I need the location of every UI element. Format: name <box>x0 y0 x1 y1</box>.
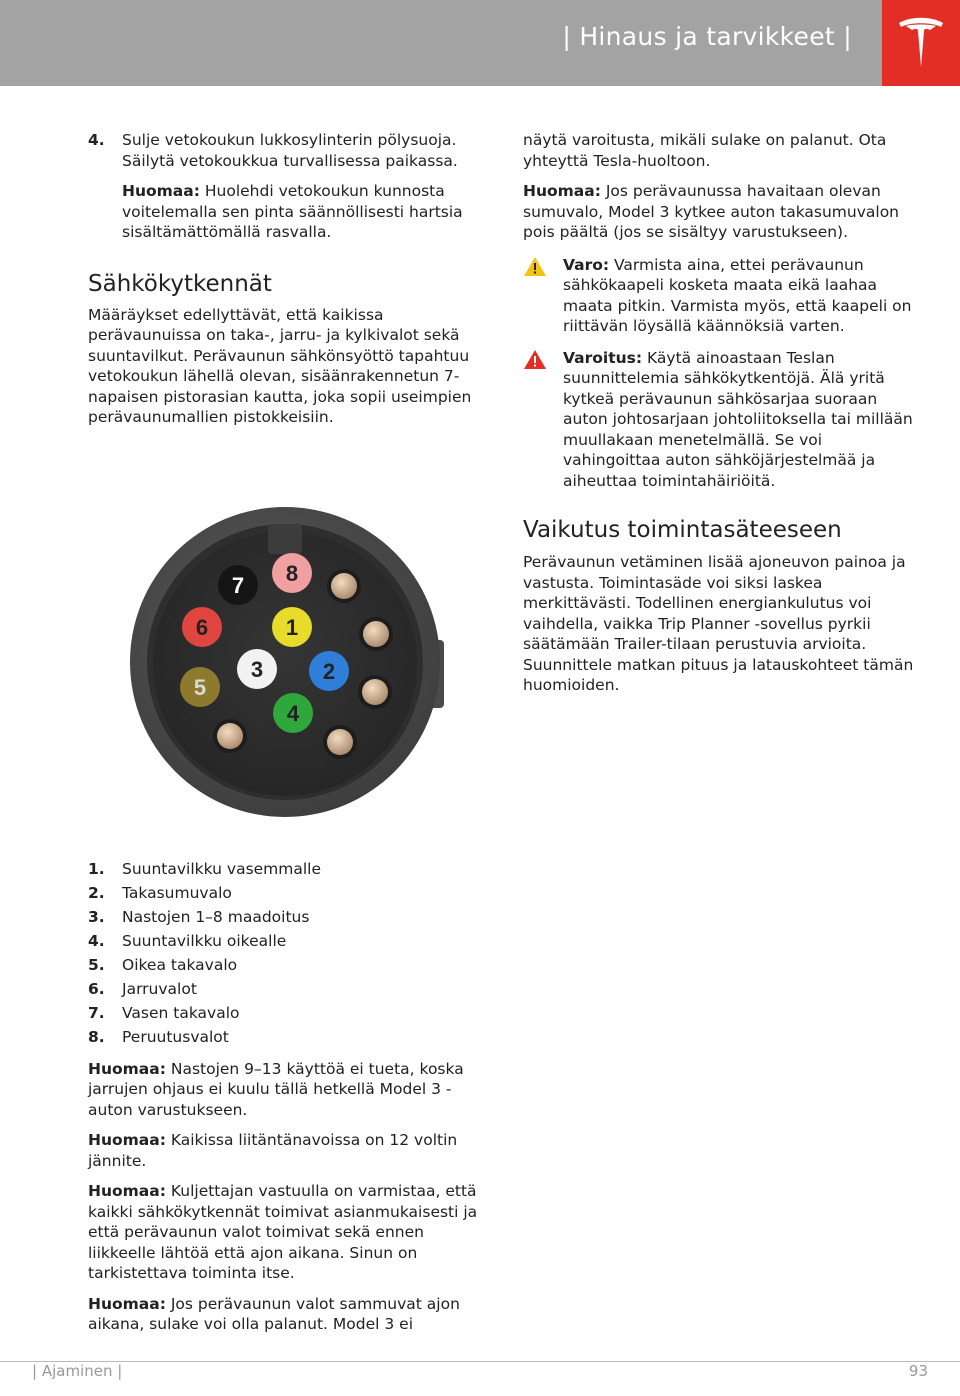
seven-pin-socket-diagram <box>128 502 448 832</box>
pin-6-label: 6 <box>195 615 209 640</box>
note-text: Jos perävaunussa havaitaan olevan sumuvalo, Model 3 kytkee auton takasumuvalon pois päältä (jos se sisältyy varustukseen). <box>523 182 900 241</box>
pin-2-label: 2 <box>322 659 336 684</box>
list-item <box>88 858 488 882</box>
note-text: Jos perävaunun valot sammuvat ajon aikana, sulake voi olla palanut. Model 3 ei <box>88 1294 460 1333</box>
note <box>523 181 918 243</box>
warning-text <box>563 348 918 492</box>
pin-1-label: 1 <box>285 615 299 640</box>
page-number: 93 <box>908 1362 928 1380</box>
intro-paragraph: Määräykset edellyttävät, että kaikissa perävaunuissa on taka-, jarru- ja kylkivalot sekä suuntavilkut. Perävaunun sähkönsyöttö tapahtuu vetokoukun lähellä olevan, sisäänrakennetun 7-napaisen pistorasian kautta, joka sopii useimpien perävaunumallien pistokkeisiin. <box>88 305 472 426</box>
list-item <box>88 882 488 906</box>
warning-body: Käytä ainoastaan Teslan suunnittelemia sähkökytkentöjä. Älä yritä kytkeä perävaunun sähkösarjaa suoraan auton johtosarjaan johtoliitoksella tai millään muullakaan menetelmällä. Se voi vahingoittaa auton sähköjärjestelmää ja aiheuttaa toimintahäiriöitä. <box>563 348 913 490</box>
note-text: Nastojen 9–13 käyttöä ei tueta, koska jarrujen ohjaus ei kuulu tällä hetkellä Model 3 -auton varustukseen. <box>88 1059 464 1119</box>
list-number: 4. <box>88 932 105 951</box>
right-column <box>523 130 918 696</box>
pin-8-label: 8 <box>285 561 299 586</box>
note-text: Huolehdi vetokoukun kunnosta voitelemalla sen pinta säännöllisesti hartsia sisältämättömällä rasvalla. <box>122 182 463 241</box>
caution-label: Varo: <box>563 255 610 274</box>
pin-4-label: 4 <box>286 701 300 726</box>
list-item <box>88 1002 488 1026</box>
note <box>88 1059 488 1121</box>
note-text: Kaikissa liitäntänavoissa on 12 voltin jännite. <box>88 1131 458 1170</box>
list-item <box>88 930 488 954</box>
note-label: Huomaa: <box>88 1182 166 1200</box>
tesla-logo <box>882 0 960 86</box>
heading-range: Vaikutus toimintasäteeseen <box>523 517 842 543</box>
pin-7 <box>218 565 258 605</box>
list-text: Jarruvalot <box>122 980 197 999</box>
range-paragraph: Perävaunun vetäminen lisää ajoneuvon painoa ja vastusta. Toimintasäde voi siksi laskea merkittävästi. Todellinen energiankulutus voi vaihdella, vaikka Trip Planner -sovellus pyrkii säätämään Trailer-tilaan perustuvia arvioita. Suunnittele matkan pituus ja latauskohteet tämän huomioiden. <box>523 553 914 694</box>
section-title: | Hinaus ja tarvikkeet | <box>562 22 852 51</box>
note-label: Huomaa: <box>523 182 601 200</box>
caution-text <box>563 255 918 337</box>
list-text: Oikea takavalo <box>122 956 238 975</box>
pin-3-label: 3 <box>250 657 264 682</box>
list-number: 8. <box>88 1028 105 1047</box>
list-number: 7. <box>88 1004 105 1023</box>
note-text: Kuljettajan vastuulla on varmistaa, että kaikki sähkökytkennät toimivat asianmukaisesti ja että perävaunun valot toimivat sekä ennen liikkeelle lähtöä että ajon aikana. Sinun on tarkistettava toiminta itse. <box>88 1182 478 1282</box>
list-item <box>88 906 488 930</box>
step-number: 4. <box>88 131 105 149</box>
list-number: 2. <box>88 884 105 903</box>
list-item <box>88 978 488 1002</box>
list-item <box>88 1026 488 1050</box>
socket-key <box>268 524 302 554</box>
list-number: 6. <box>88 980 105 999</box>
pin-1 <box>272 607 312 647</box>
list-number: 5. <box>88 956 105 975</box>
pin-4 <box>273 693 313 733</box>
note-label: Huomaa: <box>88 1294 166 1313</box>
caution-icon <box>523 255 563 337</box>
pin-list <box>88 858 488 1050</box>
pin-8 <box>272 553 312 593</box>
pin-7-label: 7 <box>231 573 245 598</box>
list-text: Vasen takavalo <box>122 1004 240 1023</box>
note <box>88 1181 488 1284</box>
list-text: Takasumuvalo <box>122 884 232 903</box>
list-text: Peruutusvalot <box>122 1028 229 1047</box>
list-text: Suuntavilkku oikealle <box>122 932 287 951</box>
list-text: Nastojen 1–8 maadoitus <box>122 908 310 927</box>
heading-electrical: Sähkökytkennät <box>88 270 272 297</box>
step-item <box>88 130 488 171</box>
note-label: Huomaa: <box>122 182 200 200</box>
list-text: Suuntavilkku vasemmalle <box>122 860 322 879</box>
pin-6 <box>182 607 222 647</box>
pin-5 <box>180 667 220 707</box>
list-item <box>88 954 488 978</box>
note-label: Huomaa: <box>88 1059 166 1078</box>
note <box>88 1130 488 1171</box>
step-text: Sulje vetokoukun lukkosylinterin pölysuoja. Säilytä vetokoukkua turvallisessa paikassa. <box>122 131 458 170</box>
page-header <box>0 0 960 86</box>
note <box>88 181 488 243</box>
caution-box <box>523 255 918 337</box>
pin-3 <box>237 649 277 689</box>
warning-label: Varoitus: <box>563 348 643 367</box>
tesla-logo-icon <box>897 15 945 71</box>
list-number: 3. <box>88 908 105 927</box>
continued-paragraph: näytä varoitusta, mikäli sulake on palanut. Ota yhteyttä Tesla-huoltoon. <box>523 131 887 170</box>
caution-body: Varmista aina, ettei perävaunun sähkökaapeli kosketa maata eikä laahaa maata pitkin. Varmista myös, että kaapeli on riittävän löysällä käännöksiä varten. <box>563 255 912 335</box>
footer-section: | Ajaminen | <box>32 1362 123 1380</box>
pin-2 <box>309 651 349 691</box>
pin-5-label: 5 <box>193 675 207 700</box>
warning-box <box>523 348 918 492</box>
warning-icon <box>523 348 563 492</box>
footer-divider <box>0 1361 960 1362</box>
note <box>88 1294 488 1335</box>
note-label: Huomaa: <box>88 1131 166 1149</box>
list-number: 1. <box>88 860 105 879</box>
